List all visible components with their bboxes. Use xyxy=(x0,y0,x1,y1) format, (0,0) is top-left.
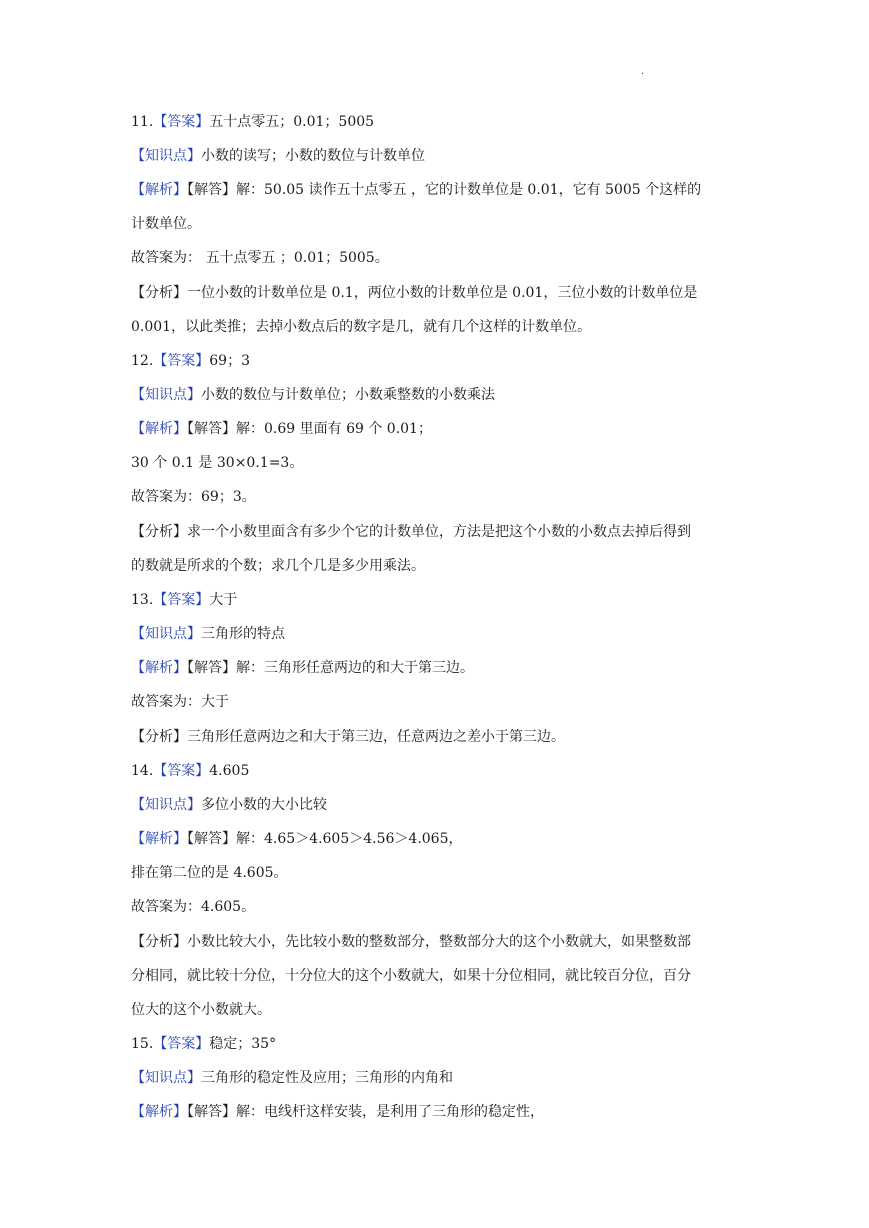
explain-text: 小数比较大小，先比较小数的整数部分，整数部分大的这个小数就大，如果整数部 xyxy=(187,934,691,950)
explain-text: 求一个小数里面含有多少个它的计数单位，方法是把这个小数的小数点去掉后得到 xyxy=(187,524,691,540)
q13-analysis-line-1 xyxy=(131,658,474,678)
analysis-text: 解：0.69 里面有 69 个 0.01； xyxy=(236,421,432,437)
q11-explain-line-1 xyxy=(131,283,697,303)
analysis-text: 解：三角形任意两边的和大于第三边。 xyxy=(236,660,474,676)
knowledge-text: 多位小数的大小比较 xyxy=(201,797,327,813)
explain-tag: 【分析】 xyxy=(131,934,187,950)
q15-answer-line xyxy=(131,1034,276,1054)
analysis-text: 解：50.05 读作五十点零五 ，它的计数单位是 0.01，它有 5005 个这样的 xyxy=(236,182,702,198)
answer-text: 69；3 xyxy=(209,353,250,369)
knowledge-tag: 【知识点】 xyxy=(131,626,201,642)
analysis-tag: 【解析】 xyxy=(131,831,187,847)
solution-tag: 【解答】 xyxy=(187,421,236,437)
knowledge-text: 小数的数位与计数单位；小数乘整数的小数乘法 xyxy=(201,387,495,403)
answer-tag: 【答案】 xyxy=(153,1036,210,1052)
q12-result-line: 故答案为：69；3。 xyxy=(131,489,256,505)
answer-text: 稳定；35° xyxy=(209,1036,277,1052)
q14-explain-line-3: 位大的这个小数就大。 xyxy=(131,1002,271,1018)
q13-result-line: 故答案为：大于 xyxy=(131,694,229,710)
question-number: 15. xyxy=(131,1036,154,1052)
q11-analysis-line-2: 计数单位。 xyxy=(131,216,201,232)
q12-analysis-line-1 xyxy=(131,419,432,439)
analysis-tag: 【解析】 xyxy=(131,182,187,198)
solution-tag: 【解答】 xyxy=(187,660,236,676)
knowledge-tag: 【知识点】 xyxy=(131,387,201,403)
explain-text: 三角形任意两边之和大于第三边，任意两边之差小于第三边。 xyxy=(187,729,565,745)
q12-answer-line xyxy=(131,351,250,371)
knowledge-text: 三角形的稳定性及应用；三角形的内角和 xyxy=(201,1070,453,1086)
knowledge-text: 小数的读写；小数的数位与计数单位 xyxy=(201,148,425,164)
knowledge-text: 三角形的特点 xyxy=(201,626,285,642)
answer-text: 五十点零五；0.01；5005 xyxy=(209,114,375,130)
q15-analysis-line-1 xyxy=(131,1102,544,1122)
q14-answer-line xyxy=(131,761,249,781)
question-number: 11. xyxy=(131,114,154,130)
analysis-tag: 【解析】 xyxy=(131,660,187,676)
explain-text: 一位小数的计数单位是 0.1，两位小数的计数单位是 0.01，三位小数的计数单位是 xyxy=(187,285,698,301)
question-number: 14. xyxy=(131,763,154,779)
analysis-tag: 【解析】 xyxy=(131,421,187,437)
q14-explain-line-1 xyxy=(131,932,691,952)
answer-tag: 【答案】 xyxy=(153,353,210,369)
q11-answer-line xyxy=(131,112,374,132)
question-number: 13. xyxy=(131,592,154,608)
explain-tag: 【分析】 xyxy=(131,524,187,540)
solution-tag: 【解答】 xyxy=(187,831,236,847)
q11-result-line: 故答案为： 五十点零五 ；0.01；5005。 xyxy=(131,250,389,266)
q12-knowledge-line xyxy=(131,385,495,405)
knowledge-tag: 【知识点】 xyxy=(131,1070,201,1086)
knowledge-tag: 【知识点】 xyxy=(131,148,201,164)
q12-explain-line-2: 的数就是所求的个数；求几个几是多少用乘法。 xyxy=(131,558,425,574)
answer-text: 大于 xyxy=(209,592,238,608)
q13-explain-line-1 xyxy=(131,727,565,747)
q11-knowledge-line xyxy=(131,146,425,166)
solution-tag: 【解答】 xyxy=(187,182,236,198)
q15-knowledge-line xyxy=(131,1068,453,1088)
explain-tag: 【分析】 xyxy=(131,729,187,745)
answer-tag: 【答案】 xyxy=(153,114,210,130)
answer-text: 4.605 xyxy=(209,763,250,779)
analysis-tag: 【解析】 xyxy=(131,1104,187,1120)
header-mark: . xyxy=(641,66,645,77)
q14-analysis-line-1 xyxy=(131,829,463,849)
question-number: 12. xyxy=(131,353,154,369)
q14-result-line: 故答案为：4.605。 xyxy=(131,899,256,915)
q11-explain-line-2: 0.001，以此类推；去掉小数点后的数字是几，就有几个这样的计数单位。 xyxy=(131,319,592,335)
explain-tag: 【分析】 xyxy=(131,285,187,301)
q11-analysis-line-1 xyxy=(131,180,701,200)
analysis-text: 解：4.65＞4.605＞4.56＞4.065， xyxy=(236,831,463,847)
answer-tag: 【答案】 xyxy=(153,763,210,779)
q12-analysis-line-2: 30 个 0.1 是 30×0.1=3。 xyxy=(131,455,304,471)
q14-knowledge-line xyxy=(131,795,327,815)
solution-tag: 【解答】 xyxy=(187,1104,236,1120)
answer-tag: 【答案】 xyxy=(153,592,210,608)
analysis-text: 解：电线杆这样安装，是利用了三角形的稳定性， xyxy=(236,1104,544,1120)
q14-explain-line-2: 分相同，就比较十分位，十分位大的这个小数就大，如果十分位相同，就比较百分位，百分 xyxy=(131,968,691,984)
knowledge-tag: 【知识点】 xyxy=(131,797,201,813)
q12-explain-line-1 xyxy=(131,522,691,542)
q14-analysis-line-2: 排在第二位的是 4.605。 xyxy=(131,865,288,881)
q13-knowledge-line xyxy=(131,624,285,644)
q13-answer-line xyxy=(131,590,237,610)
